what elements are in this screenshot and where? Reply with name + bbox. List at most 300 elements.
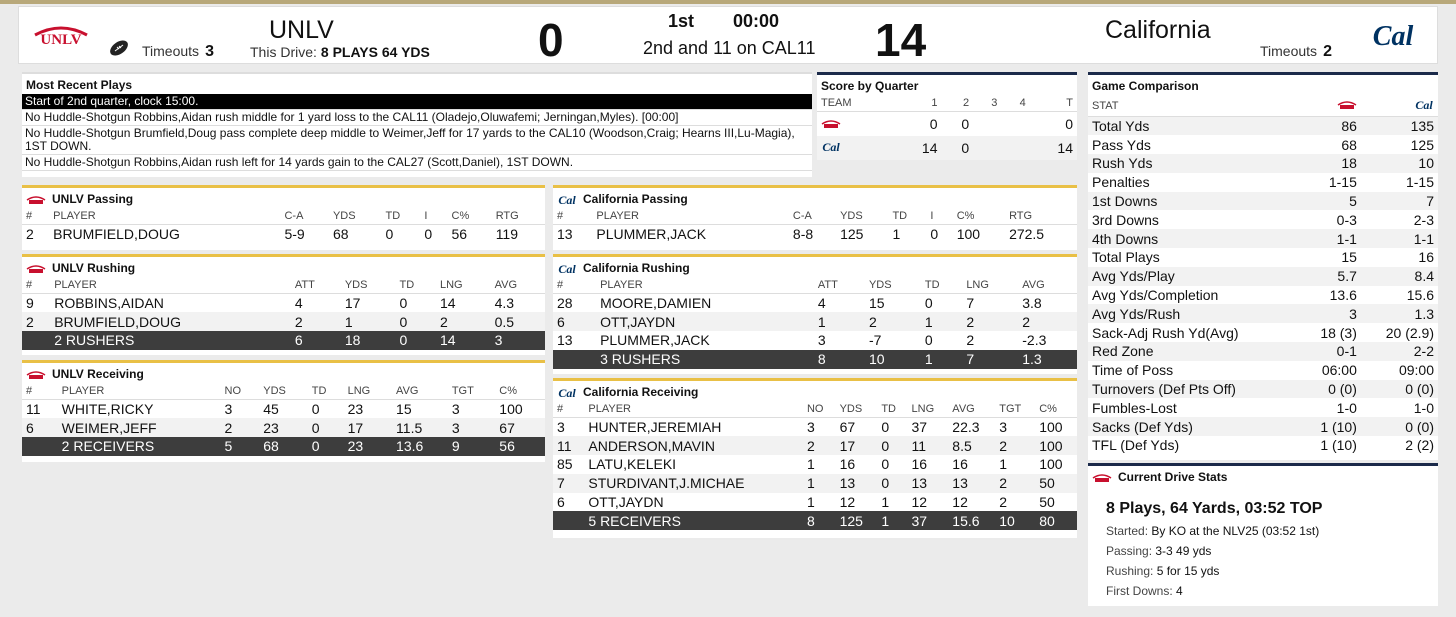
play-item: No Huddle-Shotgun Robbins,Aidan rush left for 14 yards gain to the CAL27 (Scott,Daniel), 1ST DOWN. bbox=[22, 155, 812, 171]
table-cell: 2 bbox=[26, 226, 34, 243]
table-row bbox=[553, 455, 1077, 474]
col-header: 3 bbox=[973, 95, 1001, 112]
table-cell: 100 bbox=[1039, 456, 1063, 473]
unlv-logo-icon bbox=[26, 263, 46, 274]
table-row bbox=[22, 400, 545, 419]
total-cell bbox=[22, 331, 50, 350]
drive-started: Started: By KO at the NLV25 (03:52 1st) bbox=[1106, 524, 1320, 538]
col-header: C-A bbox=[789, 208, 836, 225]
table-cell: 1 bbox=[999, 456, 1008, 473]
table-header bbox=[553, 401, 1077, 418]
total-row bbox=[22, 331, 545, 350]
total-cell bbox=[553, 350, 596, 369]
table-cell: 0 bbox=[385, 226, 394, 243]
table-cell: 28 bbox=[557, 295, 573, 312]
table-cell: 0 bbox=[308, 418, 344, 437]
stat-label: Fumbles-Lost bbox=[1092, 399, 1177, 416]
game-comparison-panel bbox=[1088, 72, 1438, 460]
col-header: # bbox=[553, 208, 592, 225]
stat-label: Penalties bbox=[1092, 174, 1150, 191]
table-cell: 6 bbox=[557, 494, 565, 511]
unlv-value: 0-3 bbox=[1336, 211, 1357, 228]
play-item: Start of 2nd quarter, clock 15:00. bbox=[22, 94, 812, 110]
comparison-row bbox=[1088, 192, 1438, 211]
table-cell: 2 bbox=[436, 312, 491, 331]
panel-title-text: California Receiving bbox=[583, 385, 699, 399]
cal-value: 2-2 bbox=[1361, 342, 1438, 361]
total-cell: 9 bbox=[448, 437, 495, 456]
stat-label: Sack-Adj Rush Yd(Avg) bbox=[1092, 324, 1239, 341]
col-header: # bbox=[22, 277, 50, 294]
unlv-logo-icon bbox=[1092, 472, 1112, 483]
table-header bbox=[553, 277, 1077, 294]
comparison-row bbox=[1088, 398, 1438, 417]
comparison-row bbox=[1088, 210, 1438, 229]
cal-value: 16 bbox=[1418, 249, 1434, 266]
unlv-value: 5.7 bbox=[1300, 267, 1361, 286]
cal-value: 125 bbox=[1410, 136, 1434, 153]
table-cell: 3 bbox=[224, 401, 233, 418]
table-cell: 1 bbox=[892, 226, 901, 243]
total-cell: 37 bbox=[908, 511, 949, 530]
total-cell: 13.6 bbox=[392, 437, 448, 456]
unlv-value: 13.6 bbox=[1329, 287, 1357, 304]
current-drive-title-text: Current Drive Stats bbox=[1118, 470, 1228, 484]
panel-title bbox=[22, 257, 545, 277]
table-cell: 2 bbox=[1018, 312, 1077, 331]
table-cell: 68 bbox=[332, 226, 349, 243]
total-cell: 6 bbox=[291, 331, 341, 350]
score-q1: 14 bbox=[894, 136, 941, 160]
score-q2: 0 bbox=[941, 136, 973, 160]
comparison-row bbox=[1088, 417, 1438, 436]
total-cell: 14 bbox=[436, 331, 491, 350]
panel-title bbox=[22, 188, 545, 208]
table-cell: 3 bbox=[451, 401, 460, 418]
away-timeouts: Timeouts 3 bbox=[142, 43, 214, 60]
comparison-row bbox=[1088, 117, 1438, 136]
table-cell: 3.8 bbox=[1022, 295, 1042, 312]
table-cell: OTT,JAYDN bbox=[588, 494, 664, 511]
col-header: PLAYER bbox=[596, 277, 814, 294]
col-header: 1 bbox=[894, 95, 941, 112]
cal-logo-icon bbox=[557, 192, 577, 206]
col-header: LNG bbox=[908, 401, 949, 418]
table-cell: 45 bbox=[263, 401, 279, 418]
cal-value: 135 bbox=[1361, 117, 1438, 136]
col-header: TD bbox=[395, 277, 435, 294]
table-cell: 13 bbox=[836, 474, 878, 493]
unlv-logo-icon bbox=[26, 369, 46, 380]
col-header: RTG bbox=[1005, 208, 1077, 225]
panel-title-text: California Passing bbox=[583, 192, 688, 206]
table-cell: 12 bbox=[839, 494, 856, 511]
table-cell: 7 bbox=[966, 295, 975, 312]
col-header: YDS bbox=[836, 401, 878, 418]
unlv-value: 1-0 bbox=[1336, 399, 1357, 416]
current-drive-panel bbox=[1088, 463, 1438, 606]
score-by-quarter-panel bbox=[817, 72, 1077, 160]
comparison-row bbox=[1088, 267, 1438, 286]
score-by-quarter-title: Score by Quarter bbox=[821, 79, 919, 93]
home-team-name: California bbox=[1105, 16, 1211, 44]
unlv-value: 86 bbox=[1300, 117, 1361, 136]
stat-table bbox=[553, 401, 1077, 530]
table-cell: 2 bbox=[962, 312, 1018, 331]
table-row bbox=[22, 225, 545, 244]
panel-title-text: California Rushing bbox=[583, 261, 690, 275]
col-header: C-A bbox=[280, 208, 328, 225]
comparison-row bbox=[1088, 229, 1438, 248]
col-header: T bbox=[1030, 95, 1077, 112]
total-cell bbox=[22, 437, 58, 456]
col-header: TGT bbox=[448, 383, 495, 400]
table-cell: 3 bbox=[557, 419, 565, 436]
total-cell: 56 bbox=[495, 437, 545, 456]
unlv-value: 0-1 bbox=[1300, 342, 1361, 361]
col-header: PLAYER bbox=[58, 383, 221, 400]
stat-label: TFL (Def Yds) bbox=[1092, 437, 1180, 454]
col-header: YDS bbox=[836, 208, 888, 225]
table-cell: 14 bbox=[439, 295, 456, 312]
comparison-row bbox=[1088, 286, 1438, 305]
stat-label: Avg Yds/Rush bbox=[1088, 304, 1300, 323]
col-header: AVG bbox=[392, 383, 448, 400]
cal-value: 2-3 bbox=[1413, 211, 1434, 228]
svg-text:Cal: Cal bbox=[558, 262, 576, 275]
table-cell: -2.3 bbox=[1022, 332, 1047, 349]
col-header: C% bbox=[953, 208, 1005, 225]
col-header: ATT bbox=[291, 277, 341, 294]
unlv-col-header bbox=[1300, 95, 1361, 117]
col-header: I bbox=[420, 208, 447, 225]
cal-logo-icon bbox=[821, 139, 841, 153]
table-cell: 1 bbox=[806, 494, 815, 511]
table-cell: OTT,JAYDN bbox=[596, 312, 814, 331]
cal-logo-icon bbox=[1414, 97, 1434, 111]
col-header: PLAYER bbox=[592, 208, 789, 225]
comparison-row bbox=[1088, 173, 1438, 192]
score-q1: 0 bbox=[929, 115, 938, 132]
recent-plays-panel bbox=[22, 72, 812, 177]
table-cell: 100 bbox=[956, 226, 981, 243]
table-row bbox=[22, 294, 545, 313]
table-cell: 119 bbox=[495, 226, 519, 243]
unlv-value: 06:00 bbox=[1321, 362, 1357, 379]
svg-text:Cal: Cal bbox=[558, 193, 576, 206]
table-cell: 16 bbox=[911, 456, 928, 473]
unlv-value: 1 (10) bbox=[1300, 417, 1361, 436]
unlv-value: 3 bbox=[1300, 304, 1361, 323]
table-row bbox=[553, 493, 1077, 512]
stat-label: Sacks (Def Yds) bbox=[1088, 417, 1300, 436]
down-and-distance: 2nd and 11 on CAL11 bbox=[643, 38, 816, 58]
table-cell: 11 bbox=[553, 436, 584, 455]
stat-table bbox=[553, 208, 1077, 243]
col-header: LNG bbox=[962, 277, 1018, 294]
table-row bbox=[553, 225, 1077, 244]
total-cell: 0 bbox=[395, 331, 435, 350]
cal-value: 1-0 bbox=[1413, 399, 1434, 416]
table-cell: 17 bbox=[836, 436, 878, 455]
table-cell: ANDERSON,MAVIN bbox=[584, 436, 803, 455]
table-cell: 67 bbox=[495, 418, 545, 437]
unlv-value: 15 bbox=[1341, 249, 1357, 266]
comparison-row bbox=[1088, 304, 1438, 323]
table-cell: 1 bbox=[814, 312, 865, 331]
total-cell: 80 bbox=[1035, 511, 1077, 530]
table-cell: WHITE,RICKY bbox=[61, 401, 154, 418]
table-cell: 16 bbox=[839, 456, 856, 473]
table-cell: 4 bbox=[294, 295, 303, 312]
table-row bbox=[22, 418, 545, 437]
unlv-logo-icon bbox=[26, 194, 46, 205]
table-cell: 2 bbox=[22, 312, 50, 331]
table-row bbox=[22, 312, 545, 331]
col-header: PLAYER bbox=[50, 277, 291, 294]
score-q4 bbox=[1001, 136, 1029, 160]
stat-label: Red Zone bbox=[1088, 342, 1300, 361]
comparison-row bbox=[1088, 342, 1438, 361]
drive-passing: Passing: 3-3 49 yds bbox=[1106, 544, 1212, 558]
col-header: TD bbox=[877, 401, 907, 418]
cal-value: 1-1 bbox=[1361, 229, 1438, 248]
table-cell: PLUMMER,JACK bbox=[596, 226, 707, 243]
panel-title bbox=[553, 188, 1077, 208]
table-cell: 13 bbox=[908, 474, 949, 493]
table-cell: 0 bbox=[311, 401, 320, 418]
table-cell: 0 bbox=[881, 456, 890, 473]
table-cell: 50 bbox=[1035, 474, 1077, 493]
table-cell: 17 bbox=[344, 295, 361, 312]
col-header: ATT bbox=[814, 277, 865, 294]
table-cell: 100 bbox=[1039, 419, 1063, 436]
table-header bbox=[22, 383, 545, 400]
cal-value: 2 (2) bbox=[1405, 437, 1434, 454]
table-cell: 56 bbox=[451, 226, 468, 243]
col-header: YDS bbox=[329, 208, 382, 225]
home-timeouts: Timeouts 2 bbox=[1260, 43, 1332, 60]
table-cell: 7 bbox=[553, 474, 584, 493]
stat-table bbox=[22, 277, 545, 350]
cal-logo-icon bbox=[557, 261, 577, 275]
table-cell: 100 bbox=[1035, 436, 1077, 455]
score-total: 14 bbox=[1030, 136, 1077, 160]
comparison-row bbox=[1088, 154, 1438, 173]
table-cell: 12 bbox=[911, 494, 928, 511]
stat-label: Turnovers (Def Pts Off) bbox=[1088, 380, 1300, 399]
comparison-row bbox=[1088, 361, 1438, 380]
unlv-logo-icon bbox=[821, 118, 841, 129]
table-cell: 13 bbox=[557, 332, 573, 349]
stat-label: 1st Downs bbox=[1088, 192, 1300, 211]
score-q4 bbox=[1001, 112, 1029, 136]
col-header: TGT bbox=[995, 401, 1035, 418]
total-cell: 125 bbox=[836, 511, 878, 530]
this-drive: This Drive: 8 PLAYS 64 YDS bbox=[250, 44, 430, 60]
svg-text:Cal: Cal bbox=[1372, 21, 1414, 52]
panel-title bbox=[553, 257, 1077, 277]
col-header: C% bbox=[448, 208, 492, 225]
table-header bbox=[553, 208, 1077, 225]
table-cell: PLUMMER,JACK bbox=[600, 332, 710, 349]
table-cell: 8-8 bbox=[792, 226, 814, 243]
possession-football-icon bbox=[107, 38, 131, 58]
table-cell: 11 bbox=[26, 401, 41, 418]
table-cell: 2 bbox=[803, 436, 836, 455]
table-cell: 37 bbox=[911, 419, 928, 436]
table-cell: 272.5 bbox=[1009, 226, 1045, 243]
panel-title bbox=[22, 363, 545, 383]
cal-value: 09:00 bbox=[1398, 362, 1434, 379]
col-header: YDS bbox=[341, 277, 396, 294]
quarter: 1st bbox=[668, 11, 695, 31]
recent-plays-title: Most Recent Plays bbox=[26, 78, 133, 92]
table-cell: 12 bbox=[952, 494, 968, 511]
col-header: AVG bbox=[948, 401, 995, 418]
table-cell: 2 bbox=[966, 332, 975, 349]
col-header: PLAYER bbox=[584, 401, 803, 418]
stat-label: 3rd Downs bbox=[1092, 211, 1159, 228]
score-by-quarter-table bbox=[817, 95, 1077, 160]
col-header: AVG bbox=[1018, 277, 1077, 294]
table-cell: 15 bbox=[868, 295, 885, 312]
stat-label: Avg Yds/Play bbox=[1088, 267, 1300, 286]
top-accent-line bbox=[0, 0, 1456, 4]
comparison-row bbox=[1088, 380, 1438, 399]
team-logo-cell bbox=[817, 112, 894, 136]
table-row bbox=[553, 436, 1077, 455]
table-cell: 1 bbox=[341, 312, 396, 331]
stat-label: Avg Yds/Completion bbox=[1092, 287, 1219, 304]
table-row bbox=[553, 312, 1077, 331]
col-header: LNG bbox=[436, 277, 491, 294]
table-cell: 13 bbox=[557, 226, 573, 243]
team-logo-cell bbox=[817, 136, 894, 160]
table-cell: 15 bbox=[396, 401, 412, 418]
table-row bbox=[553, 331, 1077, 350]
total-cell: 0 bbox=[308, 437, 344, 456]
table-cell: 11 bbox=[908, 436, 949, 455]
table-header bbox=[22, 208, 545, 225]
play-item: No Huddle-Shotgun Brumfield,Doug pass complete deep middle to Weimer,Jeff for 17 yards to the CAL10 (Woodson,Craig; Hearns III,Lu-Magia), 1ST DOWN. bbox=[22, 126, 812, 155]
table-cell: 23 bbox=[259, 418, 307, 437]
table-cell: 67 bbox=[839, 419, 856, 436]
table-header bbox=[817, 95, 1077, 112]
col-header: NO bbox=[221, 383, 260, 400]
table-cell: STURDIVANT,J.MICHAE bbox=[584, 474, 803, 493]
table-cell: 0 bbox=[395, 312, 435, 331]
away-team-name: UNLV bbox=[269, 16, 334, 44]
table-cell: 4 bbox=[817, 295, 826, 312]
col-header: RTG bbox=[492, 208, 545, 225]
cal-receiving-panel bbox=[553, 378, 1077, 538]
stat-table bbox=[553, 277, 1077, 369]
cal-value: 8.4 bbox=[1361, 267, 1438, 286]
table-cell: 2 bbox=[221, 418, 260, 437]
total-cell: 68 bbox=[259, 437, 307, 456]
unlv-receiving-panel bbox=[22, 360, 545, 462]
table-cell: 6 bbox=[553, 312, 596, 331]
col-header: I bbox=[926, 208, 952, 225]
col-header: 4 bbox=[1001, 95, 1029, 112]
total-cell: 15.6 bbox=[948, 511, 995, 530]
total-cell: 3 RUSHERS bbox=[596, 350, 814, 369]
table-cell: 23 bbox=[347, 401, 364, 418]
table-cell: 3 bbox=[448, 418, 495, 437]
panel-title-text: UNLV Receiving bbox=[52, 367, 144, 381]
stat-label: Total Yds bbox=[1088, 117, 1300, 136]
table-cell: 0 bbox=[924, 295, 933, 312]
table-header bbox=[22, 277, 545, 294]
cal-col-header bbox=[1361, 95, 1438, 117]
table-cell: 1 bbox=[881, 494, 890, 511]
cal-value: 15.6 bbox=[1406, 287, 1434, 304]
stat-label: Pass Yds bbox=[1092, 136, 1151, 153]
total-cell bbox=[553, 511, 584, 530]
col-header: AVG bbox=[491, 277, 545, 294]
table-header bbox=[1088, 95, 1438, 117]
unlv-value: 1-1 bbox=[1300, 229, 1361, 248]
total-cell: 2 RUSHERS bbox=[50, 331, 291, 350]
score-q3 bbox=[973, 112, 1001, 136]
total-cell: 18 bbox=[341, 331, 396, 350]
table-cell: 0 bbox=[877, 474, 907, 493]
svg-text:Cal: Cal bbox=[1415, 98, 1433, 111]
total-cell: 1 bbox=[877, 511, 907, 530]
total-cell: 10 bbox=[865, 350, 921, 369]
unlv-rushing-panel bbox=[22, 254, 545, 355]
table-cell: 16 bbox=[952, 456, 968, 473]
total-cell: 8 bbox=[814, 350, 865, 369]
table-cell: 3 bbox=[817, 332, 826, 349]
cal-rushing-panel bbox=[553, 254, 1077, 374]
table-cell: -7 bbox=[868, 332, 882, 349]
game-comparison-table bbox=[1088, 95, 1438, 455]
col-header: C% bbox=[495, 383, 545, 400]
svg-text:UNLV: UNLV bbox=[40, 32, 82, 47]
cal-value: 1-15 bbox=[1405, 174, 1434, 191]
unlv-value: 1-15 bbox=[1328, 174, 1357, 191]
col-header: YDS bbox=[259, 383, 307, 400]
table-cell: 0 bbox=[930, 226, 939, 243]
comparison-row bbox=[1088, 436, 1438, 455]
home-score: 14 bbox=[875, 14, 927, 66]
table-cell: 2 bbox=[291, 312, 341, 331]
table-cell: 0 bbox=[881, 419, 890, 436]
unlv-value: 18 bbox=[1300, 154, 1361, 173]
table-cell: 2 bbox=[999, 494, 1008, 511]
cal-value: 10 bbox=[1361, 154, 1438, 173]
cal-value: 1.3 bbox=[1361, 304, 1438, 323]
table-cell: LATU,KELEKI bbox=[588, 456, 677, 473]
quarter-row-cal bbox=[817, 136, 1077, 160]
panel-title-text: UNLV Rushing bbox=[52, 261, 136, 275]
stat-label: Total Plays bbox=[1092, 249, 1160, 266]
col-header: # bbox=[22, 208, 49, 225]
panel-title bbox=[553, 381, 1077, 401]
total-cell: 3 bbox=[491, 331, 545, 350]
table-cell: 1 bbox=[921, 312, 962, 331]
cal-value: 20 (2.9) bbox=[1385, 324, 1434, 341]
table-cell: 6 bbox=[22, 418, 58, 437]
table-cell: ROBBINS,AIDAN bbox=[54, 295, 164, 312]
comparison-row bbox=[1088, 248, 1438, 267]
comparison-row bbox=[1088, 135, 1438, 154]
total-cell: 8 bbox=[803, 511, 836, 530]
scoreboard bbox=[18, 6, 1438, 64]
stat-label: 4th Downs bbox=[1088, 229, 1300, 248]
